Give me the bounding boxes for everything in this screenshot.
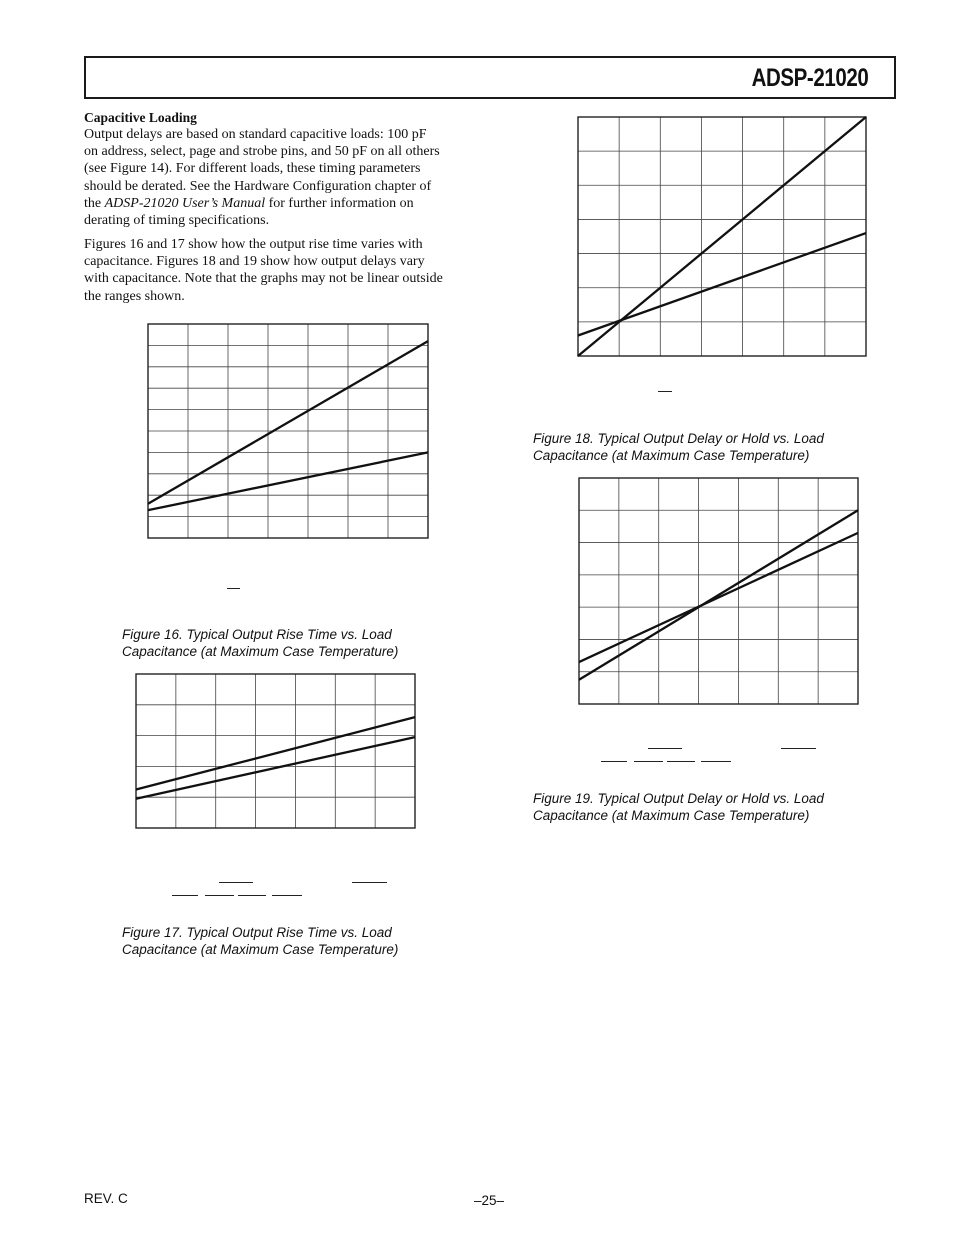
axis-label-rule <box>172 895 198 896</box>
figure-17-plot <box>135 673 416 829</box>
figure-18-plot <box>577 116 867 357</box>
axis-label-rule <box>667 761 695 762</box>
paragraph-figures <box>84 236 484 305</box>
manual-title: ADSP-21020 User’s Manual <box>104 195 266 211</box>
figure-18-chart <box>577 116 867 357</box>
series-line-1 <box>136 717 415 789</box>
paragraph-line: capacitance. Figures 18 and 19 show how output delays vary <box>84 254 425 270</box>
paragraph-line: (see Figure 14). For different loads, these timing parameters <box>84 161 421 177</box>
paragraph-line: Figures 16 and 17 show how the output rise time varies with <box>84 237 423 252</box>
paragraph-line: derating of timing specifications. <box>84 213 270 229</box>
line-suffix: for further information on <box>268 195 414 211</box>
axis-label-rule <box>238 895 266 896</box>
figure-19-plot <box>578 477 859 705</box>
paragraph-line: the ranges shown. <box>84 288 185 304</box>
series-line-2 <box>579 533 858 662</box>
axis-label-rule <box>601 761 627 762</box>
series-line-2 <box>578 233 866 335</box>
figure-16-chart <box>147 323 429 539</box>
figure-16-caption <box>122 626 398 660</box>
paragraph-capacitive-loading <box>84 126 484 229</box>
paragraph-line <box>84 195 484 212</box>
axis-label-rule <box>658 391 672 392</box>
figure-18-caption <box>533 430 824 464</box>
series-line-2 <box>136 737 415 799</box>
plot-frame <box>579 478 858 704</box>
axis-label-rule <box>781 748 816 749</box>
figure-19-chart <box>578 477 859 705</box>
series-line-1 <box>148 341 428 504</box>
axis-label-rule <box>634 761 663 762</box>
revision-label: REV. C <box>84 1191 128 1206</box>
caption-line: Figure 18. Typical Output Delay or Hold vs. Load <box>533 431 824 446</box>
axis-label-rule <box>648 748 682 749</box>
page-number: –25– <box>474 1193 505 1208</box>
caption-line: Figure 16. Typical Output Rise Time vs. Load <box>122 627 392 642</box>
document-title: ADSP-21020 <box>751 64 868 92</box>
caption-line: Figure 17. Typical Output Rise Time vs. Load <box>122 925 392 940</box>
paragraph-line: Output delays are based on standard capacitive loads: 100 pF <box>84 127 427 142</box>
figure-17-chart <box>135 673 416 829</box>
axis-label-rule <box>701 761 731 762</box>
header-frame <box>84 56 896 99</box>
paragraph-line: on address, select, page and strobe pins, and 50 pF on all others <box>84 144 440 160</box>
figure-17-caption <box>122 924 398 958</box>
line-prefix: the <box>84 195 105 211</box>
axis-label-rule <box>227 588 240 589</box>
axis-label-rule <box>219 882 253 883</box>
section-heading: Capacitive Loading <box>84 110 197 125</box>
series-line-1 <box>579 510 858 680</box>
caption-line: Capacitance (at Maximum Case Temperature) <box>533 448 810 463</box>
caption-line: Capacitance (at Maximum Case Temperature) <box>533 808 810 823</box>
axis-label-rule <box>272 895 302 896</box>
caption-line: Capacitance (at Maximum Case Temperature) <box>122 644 399 659</box>
caption-line: Capacitance (at Maximum Case Temperature) <box>122 942 399 957</box>
series-line-2 <box>148 452 428 510</box>
paragraph-line: with capacitance. Note that the graphs may not be linear outside <box>84 271 443 287</box>
plot-frame <box>136 674 415 828</box>
caption-line: Figure 19. Typical Output Delay or Hold vs. Load <box>533 791 824 806</box>
paragraph-line: should be derated. See the Hardware Configuration chapter of <box>84 178 432 194</box>
axis-label-rule <box>205 895 234 896</box>
axis-label-rule <box>352 882 387 883</box>
figure-16-plot <box>147 323 429 539</box>
figure-19-caption <box>533 790 824 824</box>
